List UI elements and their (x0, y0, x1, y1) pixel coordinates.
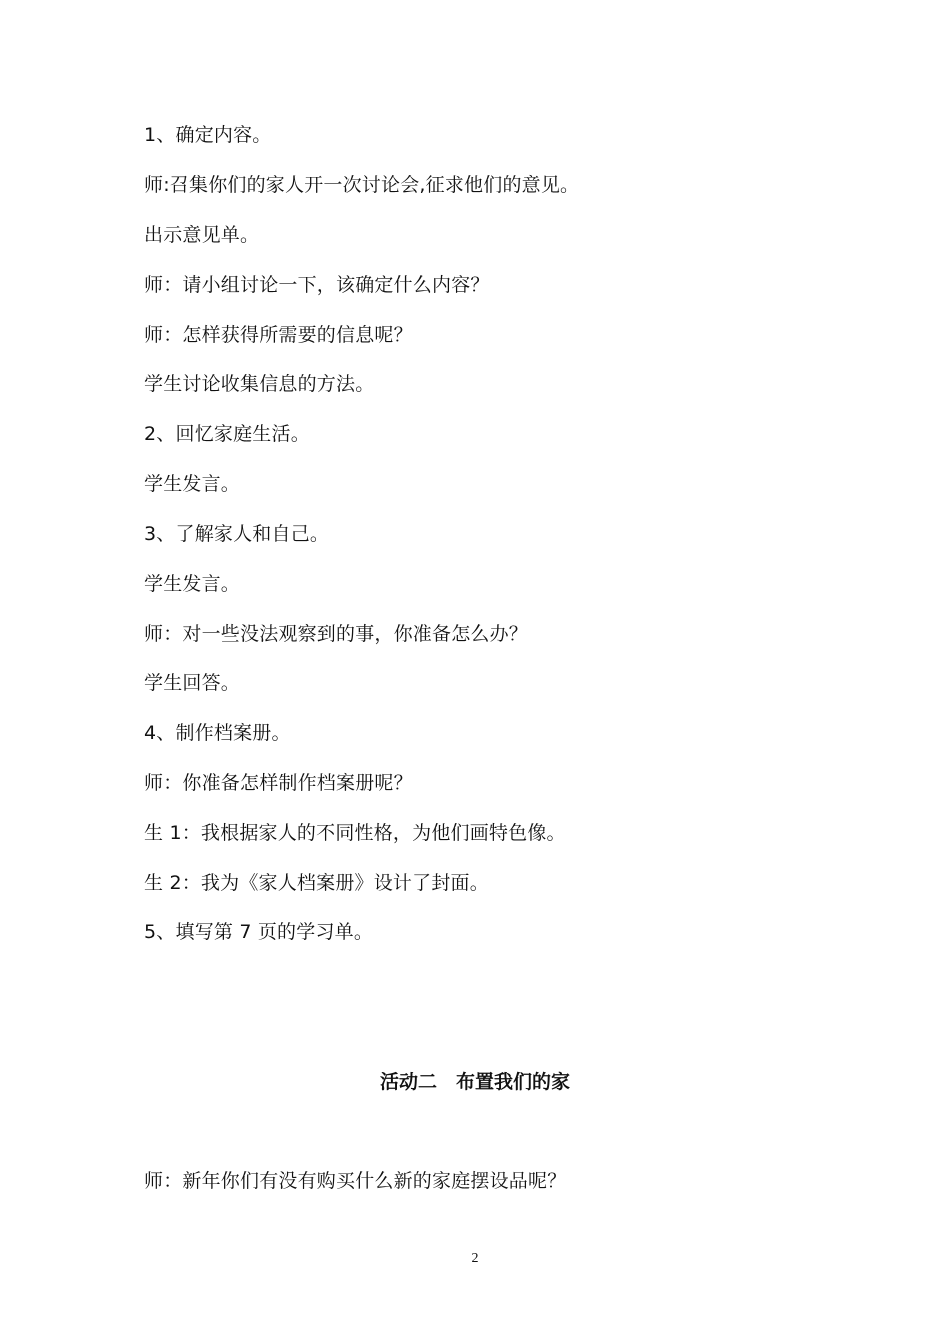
text-line: 师：请小组讨论一下，该确定什么内容？ (144, 274, 490, 296)
text-line: 1、确定内容。 (144, 124, 272, 146)
text-line: 生 1：我根据家人的不同性格，为他们画特色像。 (144, 822, 566, 844)
text-line: 4、制作档案册。 (144, 722, 291, 744)
text-line: 生 2：我为《家人档案册》设计了封面。 (144, 872, 489, 894)
text-line: 出示意见单。 (144, 224, 260, 246)
text-line: 2、回忆家庭生活。 (144, 423, 310, 445)
text-line: 师：怎样获得所需要的信息呢？ (144, 324, 413, 346)
text-line: 5、填写第 7 页的学习单。 (144, 921, 374, 943)
text-line: 学生讨论收集信息的方法。 (144, 373, 375, 395)
text-line: 学生发言。 (144, 573, 241, 595)
text-line: 师:召集你们的家人开一次讨论会,征求他们的意见。 (144, 174, 580, 196)
text-line: 3、了解家人和自己。 (144, 523, 330, 545)
text-line: 学生发言。 (144, 473, 241, 495)
page-number: 2 (471, 1251, 479, 1266)
text-line: 学生回答。 (144, 672, 241, 694)
text-line: 师：你准备怎样制作档案册呢？ (144, 772, 413, 794)
text-line: 师：新年你们有没有购买什么新的家庭摆设品呢？ (144, 1170, 567, 1192)
text-line: 师：对一些没法观察到的事，你准备怎么办？ (144, 623, 529, 645)
section-heading: 活动二 布置我们的家 (379, 1071, 570, 1093)
